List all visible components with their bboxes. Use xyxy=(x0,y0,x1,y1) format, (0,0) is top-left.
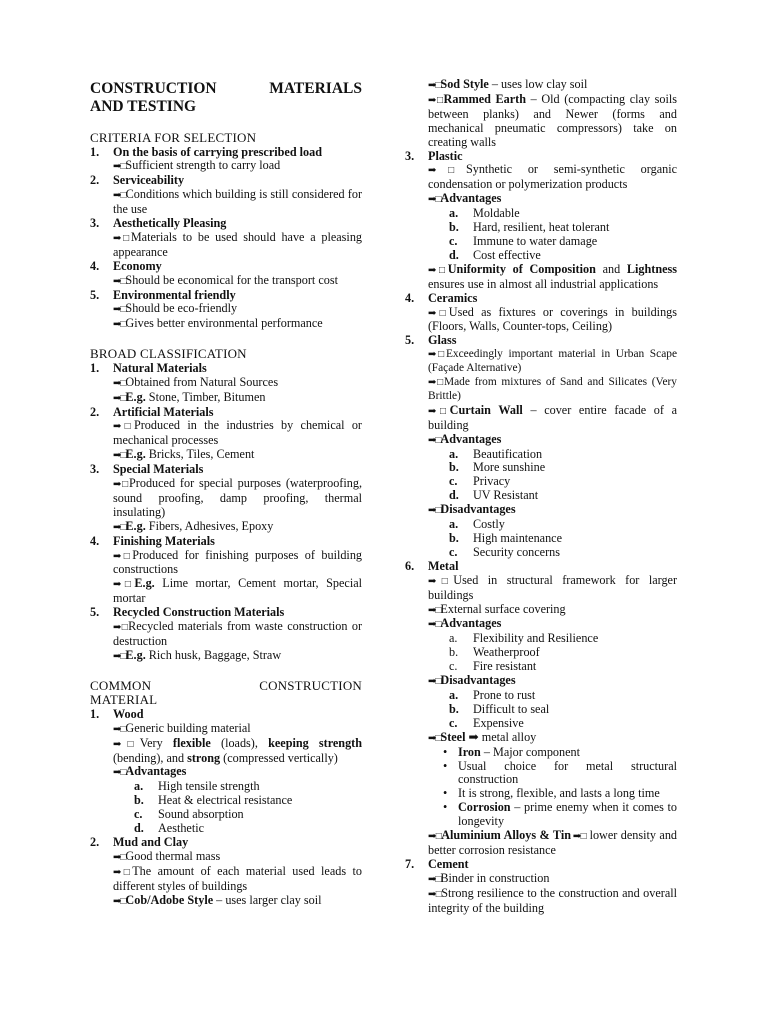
lettered-item xyxy=(449,632,677,646)
note: ➡□Good thermal mass xyxy=(113,848,221,863)
note-text: Obtained from Natural Sources xyxy=(125,374,279,389)
lettered-item xyxy=(449,489,677,503)
note: ➡□Strong resilience to the construction and overall integrity of the building xyxy=(428,885,677,915)
left-column xyxy=(90,76,362,909)
note-text: Recycled materials from waste construction or destruction xyxy=(113,619,362,648)
example-label: E.g. xyxy=(125,447,146,462)
arrow-marker: ➡□ xyxy=(113,161,126,173)
note xyxy=(90,302,362,317)
list-item-mud-and-clay: 2. Mud and Clay xyxy=(90,834,189,849)
lettered-text: Moldable xyxy=(473,206,520,221)
lettered-item xyxy=(449,207,677,221)
letter-marker: a. xyxy=(449,446,459,461)
note: ➡□Steel ➡ metal alloy xyxy=(428,729,537,744)
list-number: 2. xyxy=(90,173,100,188)
lettered-text: Expensive xyxy=(473,715,524,730)
list-item xyxy=(90,146,362,160)
note xyxy=(90,231,362,260)
letter-marker: c. xyxy=(134,807,143,822)
advantages-label: ➡□Advantages xyxy=(428,616,502,631)
note xyxy=(90,376,362,391)
list-heading: Economy xyxy=(113,258,162,273)
lettered-item xyxy=(134,794,362,808)
list-heading: Aesthetically Pleasing xyxy=(113,216,227,231)
page-title: CONSTRUCTION MATERIALS xyxy=(90,80,362,97)
advantages-label: ➡□Advantages xyxy=(428,431,502,446)
list-item xyxy=(90,606,362,620)
note: ➡□Binder in construction xyxy=(428,870,550,885)
list-item xyxy=(90,463,362,477)
note: ➡□Used as fixtures or coverings in buildings (Floors, Walls, Counter-tops, Ceiling) xyxy=(428,304,678,334)
arrow-marker: ➡□ xyxy=(113,421,134,433)
note: ➡□Exceedingly important material in Urban Scape (Façade Alternative) xyxy=(428,348,678,375)
list-number: 1. xyxy=(90,144,100,159)
list-number: 4. xyxy=(90,258,100,273)
lettered-text: More sunshine xyxy=(473,460,546,475)
arrow-marker: ➡□ xyxy=(113,275,126,287)
lettered-text: Weatherproof xyxy=(473,645,540,660)
note: ➡□Generic building material xyxy=(113,720,251,735)
list-number: 4. xyxy=(90,533,100,548)
lettered-text: Difficult to seal xyxy=(473,701,550,716)
list-item xyxy=(90,260,362,274)
list-item-cement: 7. Cement xyxy=(405,856,469,871)
arrow-marker: ➡□ xyxy=(113,232,131,244)
lettered-item xyxy=(449,221,677,235)
letter-marker: d. xyxy=(134,821,144,836)
lettered-item xyxy=(134,808,362,822)
advantages-label: ➡□Advantages xyxy=(428,191,502,206)
list-heading: Environmental friendly xyxy=(113,287,236,302)
advantages-label: ➡□Advantages xyxy=(113,764,187,779)
lettered-item xyxy=(449,546,677,560)
lettered-item xyxy=(449,689,677,703)
note-text: Gives better environmental performance xyxy=(125,316,323,331)
note xyxy=(90,520,362,535)
lettered-text: Hard, resilient, heat tolerant xyxy=(473,220,610,235)
list-item-glass: 5. Glass xyxy=(405,333,457,348)
lettered-item xyxy=(449,660,677,674)
letter-marker: a. xyxy=(449,206,459,221)
note xyxy=(90,391,362,406)
metal-advantages-list xyxy=(405,632,677,674)
note: ➡□Uniformity of Composition and Lightness ensures use in almost all industrial applications xyxy=(428,261,677,291)
arrow-marker: ➡□ xyxy=(113,579,135,591)
right-column xyxy=(405,78,677,915)
list-heading: Special Materials xyxy=(113,462,204,477)
lettered-text: Security concerns xyxy=(473,544,560,559)
lettered-text: Costly xyxy=(473,517,505,532)
letter-marker: c. xyxy=(449,715,458,730)
letter-marker: c. xyxy=(449,474,458,489)
metal-disadvantages-list xyxy=(405,689,677,731)
list-item-wood: 1. Wood xyxy=(90,706,144,721)
section-heading-common: COMMON CONSTRUCTION xyxy=(90,677,362,693)
note-text: Conditions which building is still considered for the use xyxy=(113,187,363,217)
bullet-item: • Iron – Major component xyxy=(443,746,677,760)
example-text: Fibers, Adhesives, Epoxy xyxy=(145,518,274,533)
list-item xyxy=(90,289,362,303)
arrow-marker: ➡□ xyxy=(113,521,126,533)
letter-marker: d. xyxy=(449,488,459,503)
letter-marker: b. xyxy=(449,645,459,660)
note-text: Sufficient strength to carry load xyxy=(125,158,281,173)
note xyxy=(90,477,362,520)
note: ➡□Very flexible (loads), keeping strength (bending), and strong (compressed vertically) xyxy=(113,735,363,765)
list-number: 5. xyxy=(90,287,100,302)
arrow-marker: ➡□ xyxy=(113,392,126,404)
plastic-advantages-list xyxy=(405,207,677,263)
lettered-item xyxy=(449,532,677,546)
note xyxy=(90,649,362,664)
example-text: Stone, Timber, Bitumen xyxy=(145,389,266,404)
note: ➡□Rammed Earth – Old (compacting clay soils between planks) and Newer (forms and mechanical pneumatic compressors) take on creating walls xyxy=(428,91,677,149)
list-number: 3. xyxy=(90,216,100,231)
lettered-item xyxy=(449,475,677,489)
bullet-item: • Corrosion – prime enemy when it comes to longevity xyxy=(443,801,677,829)
note xyxy=(90,577,362,606)
list-item xyxy=(90,535,362,549)
note xyxy=(90,448,362,463)
note: ➡□Synthetic or semi-synthetic organic condensation or polymerization products xyxy=(428,162,678,192)
list-item-metal: 6. Metal xyxy=(405,558,459,573)
list-number: 1. xyxy=(90,360,100,375)
arrow-marker: ➡□ xyxy=(113,304,126,316)
list-heading: On the basis of carrying prescribed load xyxy=(113,144,322,159)
arrow-marker: ➡□ xyxy=(113,479,130,491)
criteria-list xyxy=(90,146,362,333)
bullet-item: • Usual choice for metal structural construction xyxy=(443,760,677,788)
lettered-text: Privacy xyxy=(473,474,511,489)
lettered-item xyxy=(134,822,362,836)
letter-marker: b. xyxy=(449,460,459,475)
note: ➡□Used in structural framework for larger buildings xyxy=(428,572,678,602)
steel-bullet-list xyxy=(405,746,677,829)
note: ➡□Curtain Wall – cover entire facade of a building xyxy=(428,402,677,432)
lettered-item xyxy=(449,461,677,475)
note xyxy=(90,549,362,578)
note xyxy=(90,620,362,649)
list-heading: Recycled Construction Materials xyxy=(113,605,285,620)
note xyxy=(90,419,362,448)
letter-marker: c. xyxy=(449,659,458,674)
list-item xyxy=(90,174,362,188)
disadvantages-label: ➡□Disadvantages xyxy=(428,673,516,688)
arrow-marker: ➡□ xyxy=(113,550,133,562)
section-heading-common-line-2: MATERIAL xyxy=(90,692,158,708)
lettered-item xyxy=(449,249,677,263)
list-heading: Artificial Materials xyxy=(113,404,214,419)
example-text: Lime mortar, Cement mortar, Special mortar xyxy=(113,576,363,606)
note-text: Produced for special purposes (waterproofing, sound proofing, damp proofing, thermal insulating) xyxy=(113,476,362,519)
section-heading-criteria: CRITERIA FOR SELECTION xyxy=(90,130,257,145)
broad-classification-list xyxy=(90,362,362,664)
note xyxy=(90,274,362,289)
lettered-text: Heat & electrical resistance xyxy=(158,793,293,808)
lettered-text: Aesthetic xyxy=(158,821,205,836)
note-text: Produced in the industries by chemical or mechanical processes xyxy=(113,418,362,448)
arrow-marker: ➡□ xyxy=(113,377,126,389)
lettered-text: Immune to water damage xyxy=(473,233,598,248)
list-item-ceramics: 4. Ceramics xyxy=(405,290,478,305)
list-heading: Serviceability xyxy=(113,173,185,188)
note xyxy=(90,317,362,332)
arrow-marker: ➡□ xyxy=(113,622,129,634)
example-text: Bricks, Tiles, Cement xyxy=(145,447,255,462)
list-item xyxy=(90,217,362,231)
note xyxy=(90,188,362,217)
lettered-text: UV Resistant xyxy=(473,488,539,503)
list-item xyxy=(90,362,362,376)
lettered-text: High maintenance xyxy=(473,531,563,545)
list-heading: Finishing Materials xyxy=(113,533,215,548)
note-text: Should be economical for the transport cost xyxy=(125,272,338,287)
letter-marker: a. xyxy=(449,687,459,702)
lettered-text: Cost effective xyxy=(473,247,541,262)
note: ➡□Made from mixtures of Sand and Silicates (Very Brittle) xyxy=(428,376,677,402)
disadvantages-label: ➡□Disadvantages xyxy=(428,502,516,517)
letter-marker: b. xyxy=(134,793,144,808)
lettered-text: Fire resistant xyxy=(473,659,537,674)
letter-marker: c. xyxy=(449,544,458,559)
glass-disadvantages-list xyxy=(405,518,677,560)
example-text: Rich husk, Baggage, Straw xyxy=(145,647,282,662)
lettered-item xyxy=(449,646,677,660)
note: ➡□Sod Style – uses low clay soil xyxy=(428,77,588,91)
example-label: E.g. xyxy=(125,389,146,404)
list-number: 2. xyxy=(90,404,100,419)
list-number: 3. xyxy=(90,462,100,477)
glass-advantages-list xyxy=(405,448,677,504)
note-text: Produced for finishing purposes of building constructions xyxy=(113,547,363,577)
letter-marker: b. xyxy=(449,220,459,235)
note: ➡□Cob/Adobe Style – uses larger clay soil xyxy=(113,892,322,907)
letter-marker: b. xyxy=(449,701,459,716)
lettered-item xyxy=(449,235,677,249)
example-label: E.g. xyxy=(134,576,155,591)
list-number: 5. xyxy=(90,605,100,620)
lettered-text: Flexibility and Resilience xyxy=(473,631,599,646)
lettered-text: Sound absorption xyxy=(158,807,244,822)
example-label: E.g. xyxy=(125,518,146,533)
letter-marker: a. xyxy=(449,631,458,646)
letter-marker: b. xyxy=(449,531,459,545)
page-title-line-2: AND TESTING xyxy=(90,97,197,115)
lettered-item xyxy=(134,780,362,794)
note: ➡□External surface covering xyxy=(428,601,566,616)
list-item xyxy=(90,406,362,420)
lettered-text: Beautification xyxy=(473,446,543,461)
example-label: E.g. xyxy=(125,647,146,662)
lettered-item xyxy=(449,448,677,462)
note xyxy=(90,159,362,174)
note: ➡□Aluminium Alloys & Tin ➡□ lower density and better corrosion resistance xyxy=(428,828,678,857)
note: ➡□The amount of each material used leads to different styles of buildings xyxy=(113,863,363,893)
letter-marker: a. xyxy=(449,517,459,532)
letter-marker: c. xyxy=(449,233,458,248)
wood-advantages-list xyxy=(90,780,362,836)
bullet-item: • It is strong, flexible, and lasts a long time xyxy=(443,787,677,801)
arrow-marker: ➡□ xyxy=(113,650,126,662)
arrow-marker: ➡□ xyxy=(113,319,126,331)
list-item-plastic: 3. Plastic xyxy=(405,148,463,163)
note-text: Materials to be used should have a pleasing appearance xyxy=(113,229,363,259)
lettered-item xyxy=(449,703,677,717)
note-text: Should be eco-friendly xyxy=(125,301,238,316)
list-heading: Natural Materials xyxy=(113,360,207,375)
lettered-item xyxy=(449,518,677,532)
lettered-text: Prone to rust xyxy=(473,687,536,702)
lettered-text: High tensile strength xyxy=(158,779,260,794)
arrow-marker: ➡□ xyxy=(113,190,126,202)
letter-marker: a. xyxy=(134,779,144,794)
section-heading-broad: BROAD CLASSIFICATION xyxy=(90,346,247,362)
lettered-item xyxy=(449,717,677,731)
letter-marker: d. xyxy=(449,247,459,262)
arrow-marker: ➡□ xyxy=(113,450,126,462)
